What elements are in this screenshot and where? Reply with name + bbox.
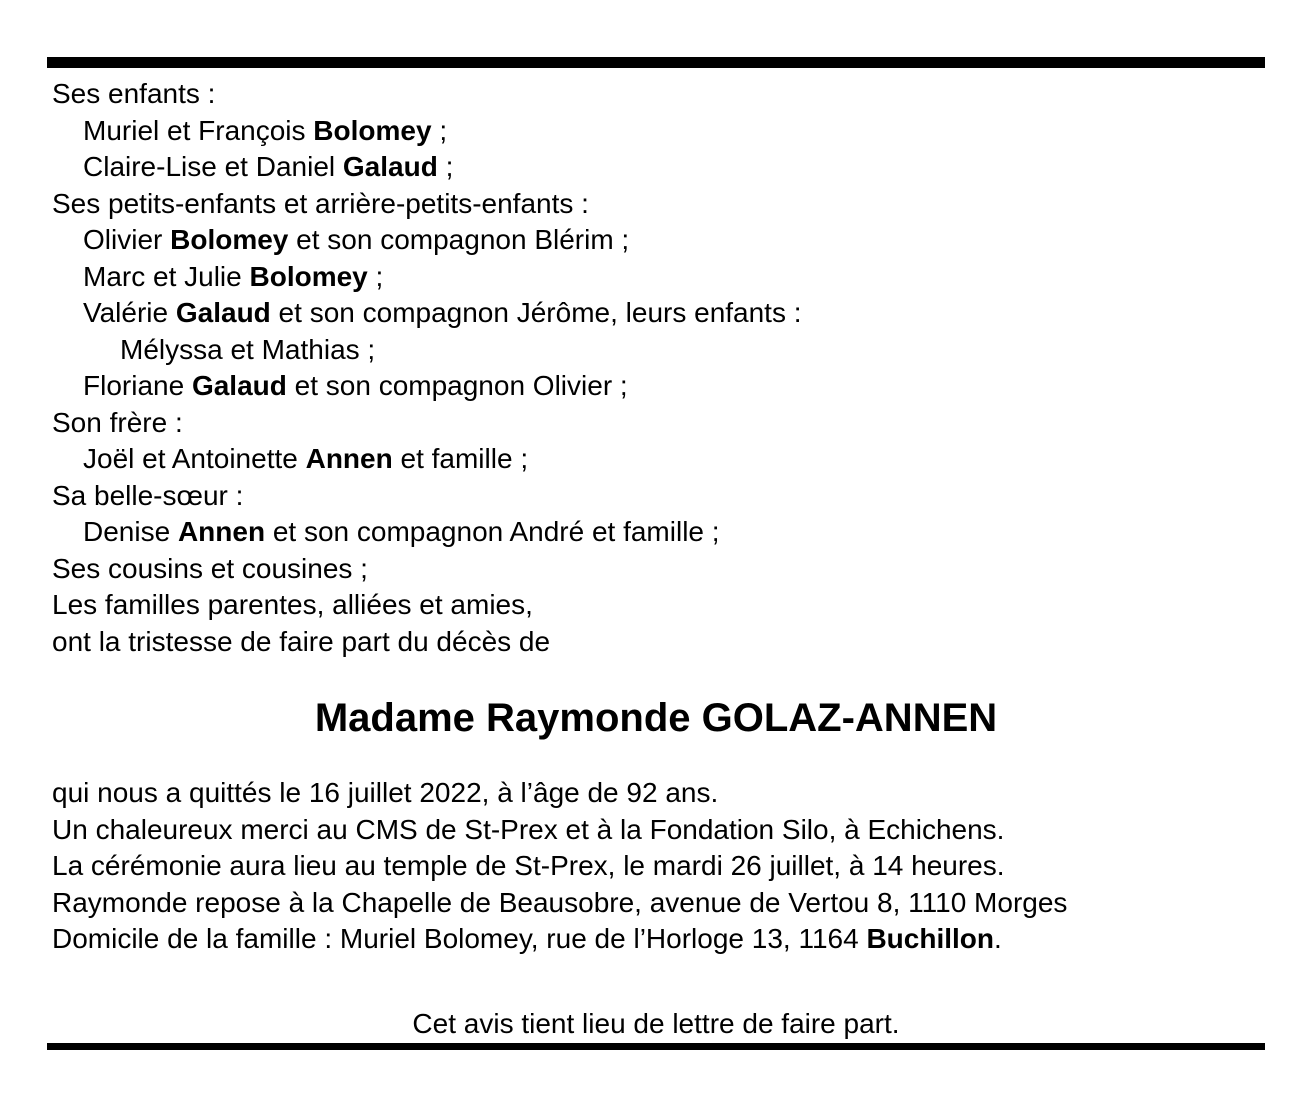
line-text: ; bbox=[431, 114, 448, 146]
line-text: Marc et Julie bbox=[83, 260, 250, 292]
bottom-rule bbox=[47, 1043, 1265, 1050]
line-text: Denise bbox=[83, 516, 178, 547]
line-text: Claire-Lise et Daniel bbox=[83, 151, 343, 182]
surname-bold: Bolomey bbox=[170, 224, 289, 255]
details-list bbox=[52, 775, 1265, 958]
line-text: et son compagnon Blérim ; bbox=[288, 224, 630, 255]
line-text: . bbox=[994, 923, 1002, 954]
line-text: et son compagnon Olivier ; bbox=[286, 370, 628, 401]
line-text: qui nous a quittés le 16 juillet 2022, à l’âge de 92 ans. bbox=[52, 777, 719, 808]
surname-bold: Annen bbox=[177, 516, 266, 547]
top-rule bbox=[47, 57, 1265, 68]
surname-bold: Galaud bbox=[342, 151, 438, 182]
surname-bold: Galaud bbox=[175, 297, 271, 328]
family-line bbox=[52, 332, 1265, 369]
line-text: et famille ; bbox=[392, 443, 529, 474]
line-text: Olivier bbox=[83, 224, 171, 255]
surname-bold: Bolomey bbox=[313, 114, 432, 146]
family-line bbox=[52, 441, 1265, 478]
family-line bbox=[52, 368, 1265, 405]
line-text: Ses cousins et cousines ; bbox=[52, 552, 368, 584]
detail-line bbox=[52, 848, 1265, 885]
surname-bold: Annen bbox=[305, 443, 393, 474]
line-text: Joël et Antoinette bbox=[83, 443, 306, 474]
line-text: et son compagnon André et famille ; bbox=[265, 516, 720, 547]
deceased-name-title: Madame Raymonde GOLAZ-ANNEN bbox=[314, 696, 998, 740]
surname-bold: Buchillon bbox=[866, 923, 994, 954]
family-line bbox=[52, 295, 1265, 332]
family-line bbox=[52, 113, 1265, 150]
line-text: Domicile de la famille : Muriel Bolomey, rue de l’Horloge 13, 1164 bbox=[52, 923, 867, 954]
family-line bbox=[52, 514, 1265, 551]
line-text: Floriane bbox=[83, 370, 192, 401]
line-text: Sa belle-sœur : bbox=[52, 479, 244, 511]
family-line bbox=[52, 405, 1265, 442]
line-text: ; bbox=[367, 260, 384, 292]
surname-bold: Bolomey bbox=[249, 260, 368, 292]
detail-line bbox=[52, 775, 1265, 812]
line-text: Valérie bbox=[83, 297, 176, 328]
line-text: ; bbox=[437, 151, 454, 182]
line-text: ont la tristesse de faire part du décès de bbox=[52, 625, 551, 657]
family-line bbox=[52, 551, 1265, 588]
line-text: Un chaleureux merci au CMS de St-Prex et à la Fondation Silo, à Echichens. bbox=[52, 813, 1005, 845]
family-line bbox=[52, 624, 1265, 661]
family-line bbox=[52, 587, 1265, 624]
line-text: Les familles parentes, alliées et amies, bbox=[52, 589, 533, 620]
line-text: Raymonde repose à la Chapelle de Beausobre, avenue de Vertou 8, 1110 Morges bbox=[52, 886, 1068, 918]
line-text: Son frère : bbox=[52, 406, 183, 438]
line-text: et son compagnon Jérôme, leurs enfants : bbox=[270, 297, 802, 328]
family-line bbox=[52, 76, 1265, 113]
line-text: Mélyssa et Mathias ; bbox=[120, 333, 376, 365]
surname-bold: Galaud bbox=[191, 370, 287, 401]
family-line bbox=[52, 149, 1265, 186]
detail-line bbox=[52, 885, 1265, 922]
line-text: Ses enfants : bbox=[52, 78, 216, 109]
line-text: Ses petits-enfants et arrière-petits-enfants : bbox=[52, 187, 589, 219]
family-line bbox=[52, 186, 1265, 223]
family-line bbox=[52, 222, 1265, 259]
detail-line bbox=[52, 921, 1265, 958]
detail-line bbox=[52, 812, 1265, 849]
family-line bbox=[52, 478, 1265, 515]
line-text: Muriel et François bbox=[83, 114, 314, 146]
family-line bbox=[52, 259, 1265, 296]
family-list bbox=[52, 76, 1265, 660]
closing-line: Cet avis tient lieu de lettre de faire part. bbox=[412, 1008, 900, 1039]
line-text: La cérémonie aura lieu au temple de St-Prex, le mardi 26 juillet, à 14 heures. bbox=[52, 850, 1005, 881]
